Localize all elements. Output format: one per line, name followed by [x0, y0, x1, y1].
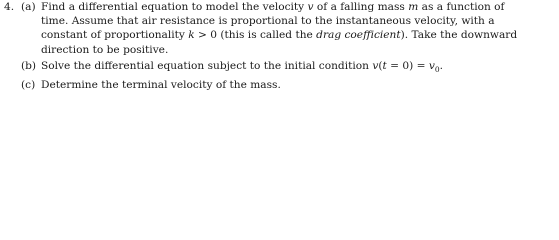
text-run: .: [439, 59, 443, 72]
part-c-text: Determine the terminal velocity of the mass.: [41, 79, 281, 92]
math-m: m: [408, 1, 419, 13]
math-v: v: [372, 59, 379, 72]
math-v: v: [307, 1, 314, 13]
part-c: [4, 78, 556, 92]
math-v0: v: [428, 59, 435, 72]
part-b-text: [41, 59, 556, 77]
text-run: = 0) =: [386, 59, 429, 72]
text-run: Find a differential equation to model the velocity: [41, 1, 308, 13]
problem-4: [4, 0, 556, 92]
drag-coefficient-term: drag coefficient: [316, 29, 401, 42]
part-b: [4, 59, 556, 77]
part-a-label: (a): [21, 1, 36, 13]
text-run: (: [378, 59, 383, 72]
part-a-line-3: [41, 28, 556, 42]
text-run: as a function of: [418, 1, 505, 13]
part-a: [4, 0, 556, 57]
text-run: of a falling mass: [313, 1, 409, 13]
part-b-label: (b): [21, 59, 37, 72]
math-k: k: [188, 29, 195, 42]
math-t: t: [382, 59, 387, 72]
part-a-line-2: time. Assume that air resistance is proportional to the instantaneous velocity, with a: [41, 15, 495, 28]
part-a-line-1: [41, 0, 556, 14]
text-run: constant of proportionality: [41, 29, 189, 42]
problem-number: 4.: [4, 1, 15, 13]
part-a-line-4: direction to be positive.: [41, 43, 169, 56]
text-run: ). Take the downward: [400, 29, 518, 42]
part-c-label: (c): [21, 79, 36, 92]
subscript-zero: 0: [434, 64, 440, 74]
text-run: Solve the differential equation subject to the initial condition: [41, 59, 373, 72]
text-run: > 0 (this is called the: [194, 29, 317, 42]
